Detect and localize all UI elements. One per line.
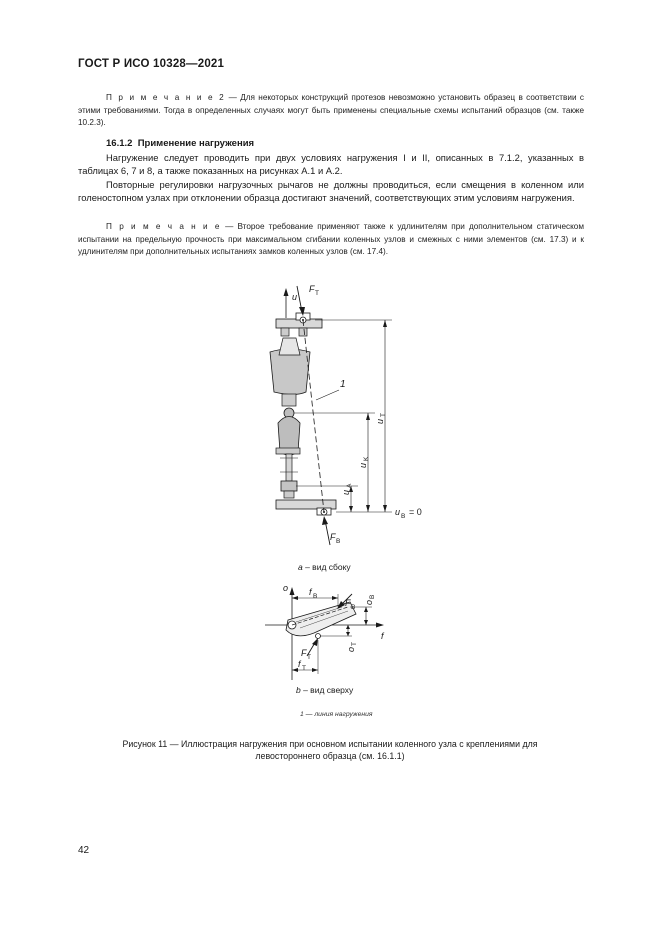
figure-side-view bbox=[250, 278, 450, 563]
note-2-text: — Для некоторых конструкций протезов невозможно установить образец в соответствии с этими требованиями. Тогда в определенных случаях могут быть применены специальные схемы испытаний образцов (см. также 10.2.3). bbox=[78, 93, 584, 128]
paragraph-2: Повторные регулировки нагрузочных рычагов не должны проводиться, если смещения в коленном или голеностопном узлах при отклонении образца достигают значений, соответствующих этим условиям нагружения. bbox=[78, 179, 584, 204]
note-2-lead: П р и м е ч а н и е 2 bbox=[106, 93, 226, 102]
ankle-adapter bbox=[281, 481, 297, 491]
svg-text:B: B bbox=[401, 513, 406, 520]
svg-text:B: B bbox=[369, 594, 376, 599]
u-axis-label: u bbox=[292, 292, 298, 302]
document-header: ГОСТ Р ИСО 10328—2021 bbox=[78, 58, 225, 70]
dim-f-t-label: f bbox=[298, 659, 301, 669]
u-axis-arrowhead bbox=[284, 288, 289, 296]
paragraph-1: Нагружение следует проводить при двух условиях нагружения I и II, описанных в 7.1.2, указанных в таблицах 6, 7 и 8, а также показанных на рисунках А.1 и А.2. bbox=[78, 152, 584, 177]
dim-u-ankle-label: u bbox=[341, 489, 351, 495]
figure-legend: 1 — линия нагружения bbox=[300, 711, 373, 718]
section-title: Применение нагружения bbox=[137, 138, 255, 149]
note-3 bbox=[78, 221, 584, 259]
dim-u-top-label: u bbox=[375, 418, 385, 424]
note-3-lead: П р и м е ч а н и е bbox=[106, 222, 222, 231]
section-number: 16.1.2 bbox=[106, 138, 133, 149]
f-axis-label: f bbox=[381, 631, 384, 641]
svg-text:T: T bbox=[351, 642, 358, 646]
dim-u-base-label: u bbox=[395, 507, 401, 517]
svg-text:B: B bbox=[336, 538, 341, 545]
loading-line bbox=[303, 320, 324, 512]
svg-text:K: K bbox=[363, 456, 370, 461]
page-number: 42 bbox=[78, 845, 90, 856]
note-2 bbox=[78, 92, 584, 130]
svg-text:T: T bbox=[307, 654, 311, 661]
dim-o-t-label: o bbox=[346, 646, 356, 652]
caption-top-view: b – вид сверху bbox=[296, 685, 354, 695]
svg-text:T: T bbox=[315, 290, 319, 297]
force-bottom-label: F bbox=[330, 532, 336, 542]
svg-text:T: T bbox=[302, 665, 306, 672]
socket-shape bbox=[270, 349, 310, 395]
dim-f-b-label: f bbox=[309, 587, 312, 597]
dim-o-b-label: o bbox=[364, 599, 374, 605]
note-3-text: — Второе требование применяют также к удлинителям при дополнительном статическом испытании на предельную прочность при максимальном сгибании коленных узлов и смежных с ними элементов (см. 17.3) и к удлинителям при дополнительных испытаниях замков коленных узлов (см. 17.4). bbox=[78, 222, 584, 257]
caption-side-view: a – вид сбоку bbox=[298, 562, 351, 572]
force-top-label: F bbox=[309, 284, 315, 294]
svg-text:B: B bbox=[313, 593, 318, 600]
svg-text:A: A bbox=[346, 483, 353, 488]
figure-top-view bbox=[262, 578, 392, 683]
section-heading bbox=[106, 138, 254, 149]
svg-text:B: B bbox=[351, 604, 356, 611]
figure-caption: Рисунок 11 — Иллюстрация нагружения при основном испытании коленного узла с креплениями для левостороннего образца (см. 16.1.1) bbox=[122, 739, 538, 762]
dim-u-knee-label: u bbox=[358, 462, 368, 468]
top-force-b-label: F bbox=[345, 598, 351, 608]
svg-text:T: T bbox=[380, 413, 387, 417]
loading-line-label: 1 bbox=[340, 379, 346, 390]
o-axis-label: o bbox=[283, 583, 289, 593]
top-force-t-label: F bbox=[301, 648, 307, 658]
svg-text:= 0: = 0 bbox=[409, 507, 422, 517]
